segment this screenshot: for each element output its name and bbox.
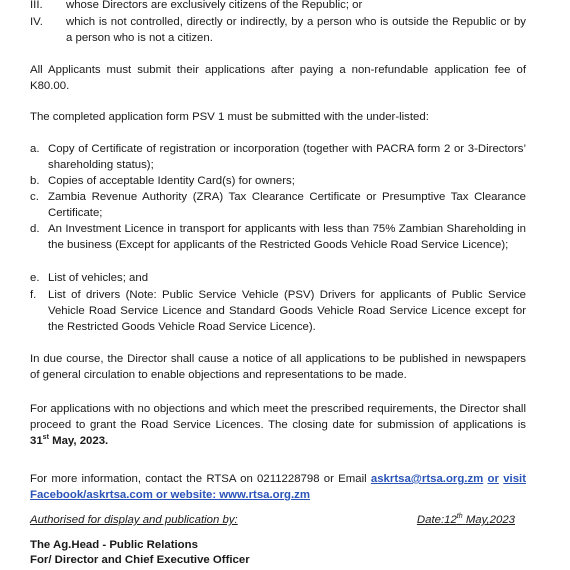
closing-text: For applications with no objections and which meet the prescribed requirements, the Director shall proceed to grant the Road Service Licences. The closing date for submission of applications is [30,403,526,431]
form-paragraph: The completed application form PSV 1 must be submitted with the under-listed: [30,111,429,123]
list-item-text: which is not controlled, directly or indirectly, by a person who is outside the Republic or by a person who is not a citizen. [66,16,526,44]
list-item-text: List of vehicles; and [48,272,149,284]
list-letter: b. [30,175,40,187]
roman-numeral: III. [30,0,43,11]
list-letter: e. [30,272,40,284]
publish-paragraph: In due course, the Director shall cause a notice of all applications to be published in newspapers of general circulation to enable objections and representations to be made. [30,353,526,381]
list-item-text: whose Directors are exclusively citizens of the Republic; or [66,0,363,11]
list-item [30,0,526,13]
publication-date: Date:12th May,2023 [416,513,515,526]
list-letter: f. [30,289,37,301]
website-link[interactable]: visit Facebook/askrtsa.com or website: www.rtsa.org.zm [30,473,526,501]
contact-text: For more information, contact the RTSA on 0211228798 or Email [30,473,367,485]
list-item-text: An Investment Licence in transport for applicants with less than 75% Zambian Shareholding in the business (Except for applicants of the Restricted Goods Vehicle Road Service Licence); [48,223,526,251]
list-letter: d. [30,223,40,235]
list-item [30,189,526,221]
or-text: or [487,473,499,485]
list-letter: a. [30,143,40,155]
signatory-title: The Ag.Head - Public Relations [30,539,198,551]
list-item [30,14,526,46]
list-item-text: Zambia Revenue Authority (ZRA) Tax Clearance Certificate or Presumptive Tax Clearance Certificate; [48,191,526,219]
email-link[interactable]: askrtsa@rtsa.org.zm [370,473,484,485]
roman-numeral: IV. [30,16,43,28]
fee-paragraph: All Applicants must submit their applications after paying a non-refundable application fee of K80.00. [30,64,526,92]
signatory-for: For/ Director and Chief Executive Officer [30,554,250,566]
closing-date: 31st May, 2023. [30,434,109,447]
list-item-text: List of drivers (Note: Public Service Vehicle (PSV) Drivers for applicants of Public Service Vehicle Road Service Licence and Standard Goods Vehicle Road Service Licence except for the Restricted Goods Vehicle Road Service Licence). [48,289,526,333]
list-item [30,173,526,189]
list-item [30,270,526,286]
list-letter: c. [30,191,39,203]
list-item [30,141,526,173]
contact-paragraph [30,471,526,503]
list-item [30,221,526,253]
closing-paragraph [30,401,526,449]
list-item [30,287,526,335]
list-item-text: Copies of acceptable Identity Card(s) for owners; [48,175,295,187]
list-item-text: Copy of Certificate of registration or incorporation (together with PACRA form 2 or 3-Directors’ shareholding status); [48,143,526,171]
authorised-label: Authorised for display and publication by: [30,514,238,526]
